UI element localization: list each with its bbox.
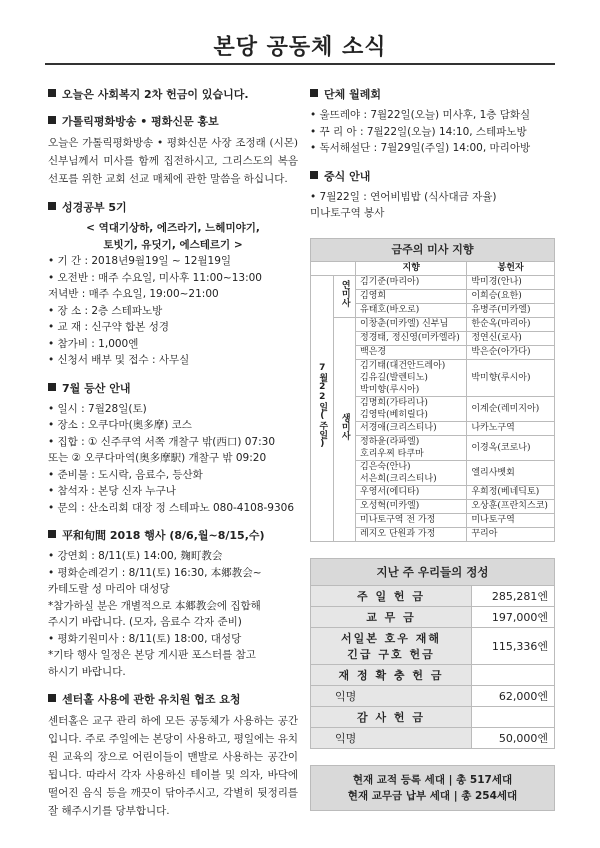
square-bullet-icon [48, 202, 56, 210]
right-column [310, 86, 555, 811]
offerer-cell: 정연신(로사) [467, 331, 555, 345]
list-item: • 독서해설단 : 7월29일(주일) 14:00, 마리아방 [310, 142, 531, 154]
offering-label: 익명 [311, 727, 472, 748]
list-item: • 평화기원미사 : 8/11(토) 18:00, 대성당 [48, 632, 242, 645]
notice-bible-study [48, 199, 298, 369]
intention-cell: 서경애(크리스티나) [356, 421, 467, 435]
mass-type-label [333, 317, 356, 541]
intention-cell: 김영희 [356, 289, 467, 303]
offering-label: 교 무 금 [311, 606, 472, 627]
offering-amount: 285,281엔 [472, 585, 555, 606]
offering-label: 재 정 확 충 헌 금 [311, 664, 472, 685]
offering-amount: 62,000엔 [472, 685, 555, 706]
mass-date-label [311, 275, 334, 541]
notice-center-hall [48, 691, 298, 820]
table-row [311, 317, 555, 331]
offerer-cell: 엘리사벳회 [467, 460, 555, 485]
offerer-cell: 나카노구역 [467, 421, 555, 435]
square-bullet-icon [48, 530, 56, 538]
list-item: 카테도랄 성 마리아 대성당 [48, 583, 170, 595]
intention-cell: 백은경 [356, 345, 467, 359]
mass-type-label [333, 275, 356, 317]
column-header: 지향 [356, 261, 467, 275]
offerer-cell: 우희정(베네딕토) [467, 485, 555, 499]
square-bullet-icon [48, 116, 56, 124]
type-text: 연미사 [339, 280, 350, 307]
section-body: 센터홀은 교구 관리 하에 모든 공동체가 사용하는 공간입니다. 주로 주일에는 본당이 사용하고, 평일에는 유치원 교육의 장으로 어린이들이 맨발로 사용하는 공간이 됩니다. 따라서 각자 사용하신 테이블 및 의자, 바닥에 떨어진 음식 등을 깨끗이 닦아주시고, 각별히 뒷정리를 잘 해주시기를 당부합니다. [48, 715, 298, 817]
list-item: • 기 간 : 2018년9월19일 ~ 12월19일 [48, 255, 232, 267]
offerer-cell: 박은순(아가다) [467, 345, 555, 359]
offerer-cell: 이희승(요한) [467, 289, 555, 303]
square-bullet-icon [48, 694, 56, 702]
square-bullet-icon [310, 171, 318, 179]
mass-intention-table [310, 238, 555, 542]
intention-cell: 김기준(마리아) [356, 275, 467, 289]
table-row [311, 664, 555, 685]
notice-meetings [310, 86, 555, 157]
table-row [311, 627, 555, 664]
list-item: • 신청서 배부 및 접수 : 사무실 [48, 354, 190, 366]
offering-label: 서일본 호우 재해 긴급 구호 헌금 [311, 627, 472, 664]
list-item: • 집합 : ① 신주쿠역 서쪽 개찰구 밖(西口) 07:30 [48, 435, 276, 448]
section-heading: 가톨릭평화방송 • 평화신문 홍보 [62, 115, 219, 128]
list-item: *참가하실 분은 개별적으로 本郷教会에 집합해 [48, 599, 261, 612]
list-item: • 장소 : 오쿠다마(奥多摩) 코스 [48, 419, 192, 431]
list-item: • 교 재 : 신구약 합본 성경 [48, 321, 170, 333]
intention-cell: 정하윤(라파엘) 호리우찌 타쿠마 [356, 435, 467, 460]
title-divider [45, 63, 555, 65]
list-item: • 평화순례걷기 : 8/11(토) 16:30, 本郷教会~ [48, 566, 262, 579]
list-item: 주시기 바랍니다. (모자, 음료수 각자 준비) [48, 616, 242, 628]
table-title: 금주의 미사 지향 [311, 238, 555, 261]
left-column [48, 86, 298, 831]
square-bullet-icon [48, 383, 56, 391]
notice-hiking [48, 380, 298, 517]
section-heading: 중식 안내 [324, 169, 371, 183]
intention-cell: 김은숙(안나) 서은희(크리스티나) [356, 460, 467, 485]
list-item: • 준비물 : 도시락, 음료수, 등산화 [48, 468, 203, 481]
offerer-cell: 미나토구역 [467, 513, 555, 527]
list-item: • 강연회 : 8/11(토) 14:00, 麹町教会 [48, 550, 223, 562]
table-title: 지난 주 우리들의 정성 [311, 558, 555, 585]
offering-amount [472, 664, 555, 685]
offerer-cell: 유병주(미카엘) [467, 303, 555, 317]
section-heading: 平和旬間 2018 행사 (8/6,월~8/15,수) [62, 529, 265, 542]
table-row [311, 585, 555, 606]
offering-amount: 115,336엔 [472, 627, 555, 664]
list-item: • 7월22일 : 연어비빔밥 (식사대금 자율) [310, 190, 497, 203]
intention-cell: 정경태, 정신영(미카엘라) [356, 331, 467, 345]
offerer-cell: 이계순(레미지아) [467, 396, 555, 421]
list-item: • 오전반 : 매주 수요일, 미사후 11:00~13:00 [48, 271, 262, 284]
list-item: • 장 소 : 2층 스테파노방 [48, 304, 163, 317]
offerer-cell: 오상훈(프란치스코) [467, 499, 555, 513]
summary-line: 현재 교적 등록 세대 | 총 517세대 [352, 773, 513, 786]
section-heading: 7월 등산 안내 [62, 381, 131, 395]
table-row [311, 685, 555, 706]
table-row [311, 606, 555, 627]
intention-cell: 유태호(바오로) [356, 303, 467, 317]
table-row [311, 727, 555, 748]
section-body: 오늘은 가톨릭평화방송 • 평화신문 사장 조정래 (시몬) 신부님께서 미사를 함께 집전하시고, 그리스도의 복음 선포를 위한 교회 선교 매체에 관한 말씀을 하십니다. [48, 137, 298, 185]
date-text: 7월22일(주일) [317, 362, 328, 449]
offerer-cell: 박미경(안나) [467, 275, 555, 289]
offerer-cell: 꾸리아 [467, 527, 555, 541]
intention-cell: 김기태(대건안드레아) 김유길(발렌티노) 박미향(루시아) [356, 359, 467, 396]
page-title: 본당 공동체 소식 [213, 35, 387, 60]
offering-table [310, 558, 555, 749]
section-heading: 오늘은 사회복지 2차 헌금이 있습니다. [62, 88, 249, 101]
section-heading: 성경공부 5기 [62, 201, 127, 214]
list-item: • 꾸 리 아 : 7월22일(오늘) 14:10, 스테파노방 [310, 125, 527, 138]
offering-amount [472, 706, 555, 727]
square-bullet-icon [310, 89, 318, 97]
intention-cell: 이창춘(미카엘) 신부님 [356, 317, 467, 331]
notice-peace-week [48, 527, 298, 680]
summary-line: 현재 교무금 납부 세대 | 총 254세대 [347, 789, 518, 802]
list-item: • 참가비 : 1,000엔 [48, 337, 139, 350]
offering-label: 익명 [311, 685, 472, 706]
study-theme: < 역대기상하, 에즈라기, 느헤미야기, [86, 222, 260, 234]
intention-cell: 우영서(에디타) [356, 485, 467, 499]
list-item: 미나토구역 봉사 [310, 207, 385, 219]
section-heading: 센터홀 사용에 관한 유치원 협조 요청 [62, 693, 241, 706]
offerer-cell: 박미향(루시아) [467, 359, 555, 396]
offering-amount: 197,000엔 [472, 606, 555, 627]
household-summary [310, 765, 555, 811]
notice-cpbc [48, 113, 298, 188]
notice-lunch [310, 168, 555, 222]
offering-label: 주 일 헌 금 [311, 585, 472, 606]
list-item: 저녁반 : 매주 수요일, 19:00~21:00 [48, 288, 219, 300]
offering-amount: 50,000엔 [472, 727, 555, 748]
type-text: 생미사 [339, 413, 350, 440]
column-header: 봉헌자 [467, 261, 555, 275]
list-item: • 일시 : 7월28일(토) [48, 402, 147, 415]
study-theme: 토빗기, 유딧기, 에스테르기 > [103, 238, 243, 251]
list-item: 또는 ② 오쿠다마역(奥多摩駅) 개찰구 밖 09:20 [48, 452, 267, 464]
list-item: 하시기 바랍니다. [48, 665, 126, 678]
table-row [311, 275, 555, 289]
section-heading: 단체 월례회 [324, 88, 381, 101]
table-row [311, 706, 555, 727]
list-item: • 문의 : 산소리회 대장 정 스테파노 080-4108-9306 [48, 501, 295, 514]
list-item: • 울뜨레야 : 7월22일(오늘) 미사후, 1층 담화실 [310, 109, 531, 121]
intention-cell: 미나토구역 전 가정 [356, 513, 467, 527]
intention-cell: 레지오 단원과 가정 [356, 527, 467, 541]
list-item: • 참석자 : 본당 신자 누구나 [48, 485, 176, 497]
intention-cell: 김명희(가타리나) 김영탁(베히릴다) [356, 396, 467, 421]
square-bullet-icon [48, 89, 56, 97]
offering-label: 감 사 헌 금 [311, 706, 472, 727]
list-item: *기타 행사 일정은 본당 게시판 포스터를 참고 [48, 649, 256, 661]
intention-cell: 오성혁(미카엘) [356, 499, 467, 513]
offerer-cell: 이경옥(코로나) [467, 435, 555, 460]
offerer-cell: 한순옥(마리아) [467, 317, 555, 331]
notice-collection [48, 86, 298, 102]
